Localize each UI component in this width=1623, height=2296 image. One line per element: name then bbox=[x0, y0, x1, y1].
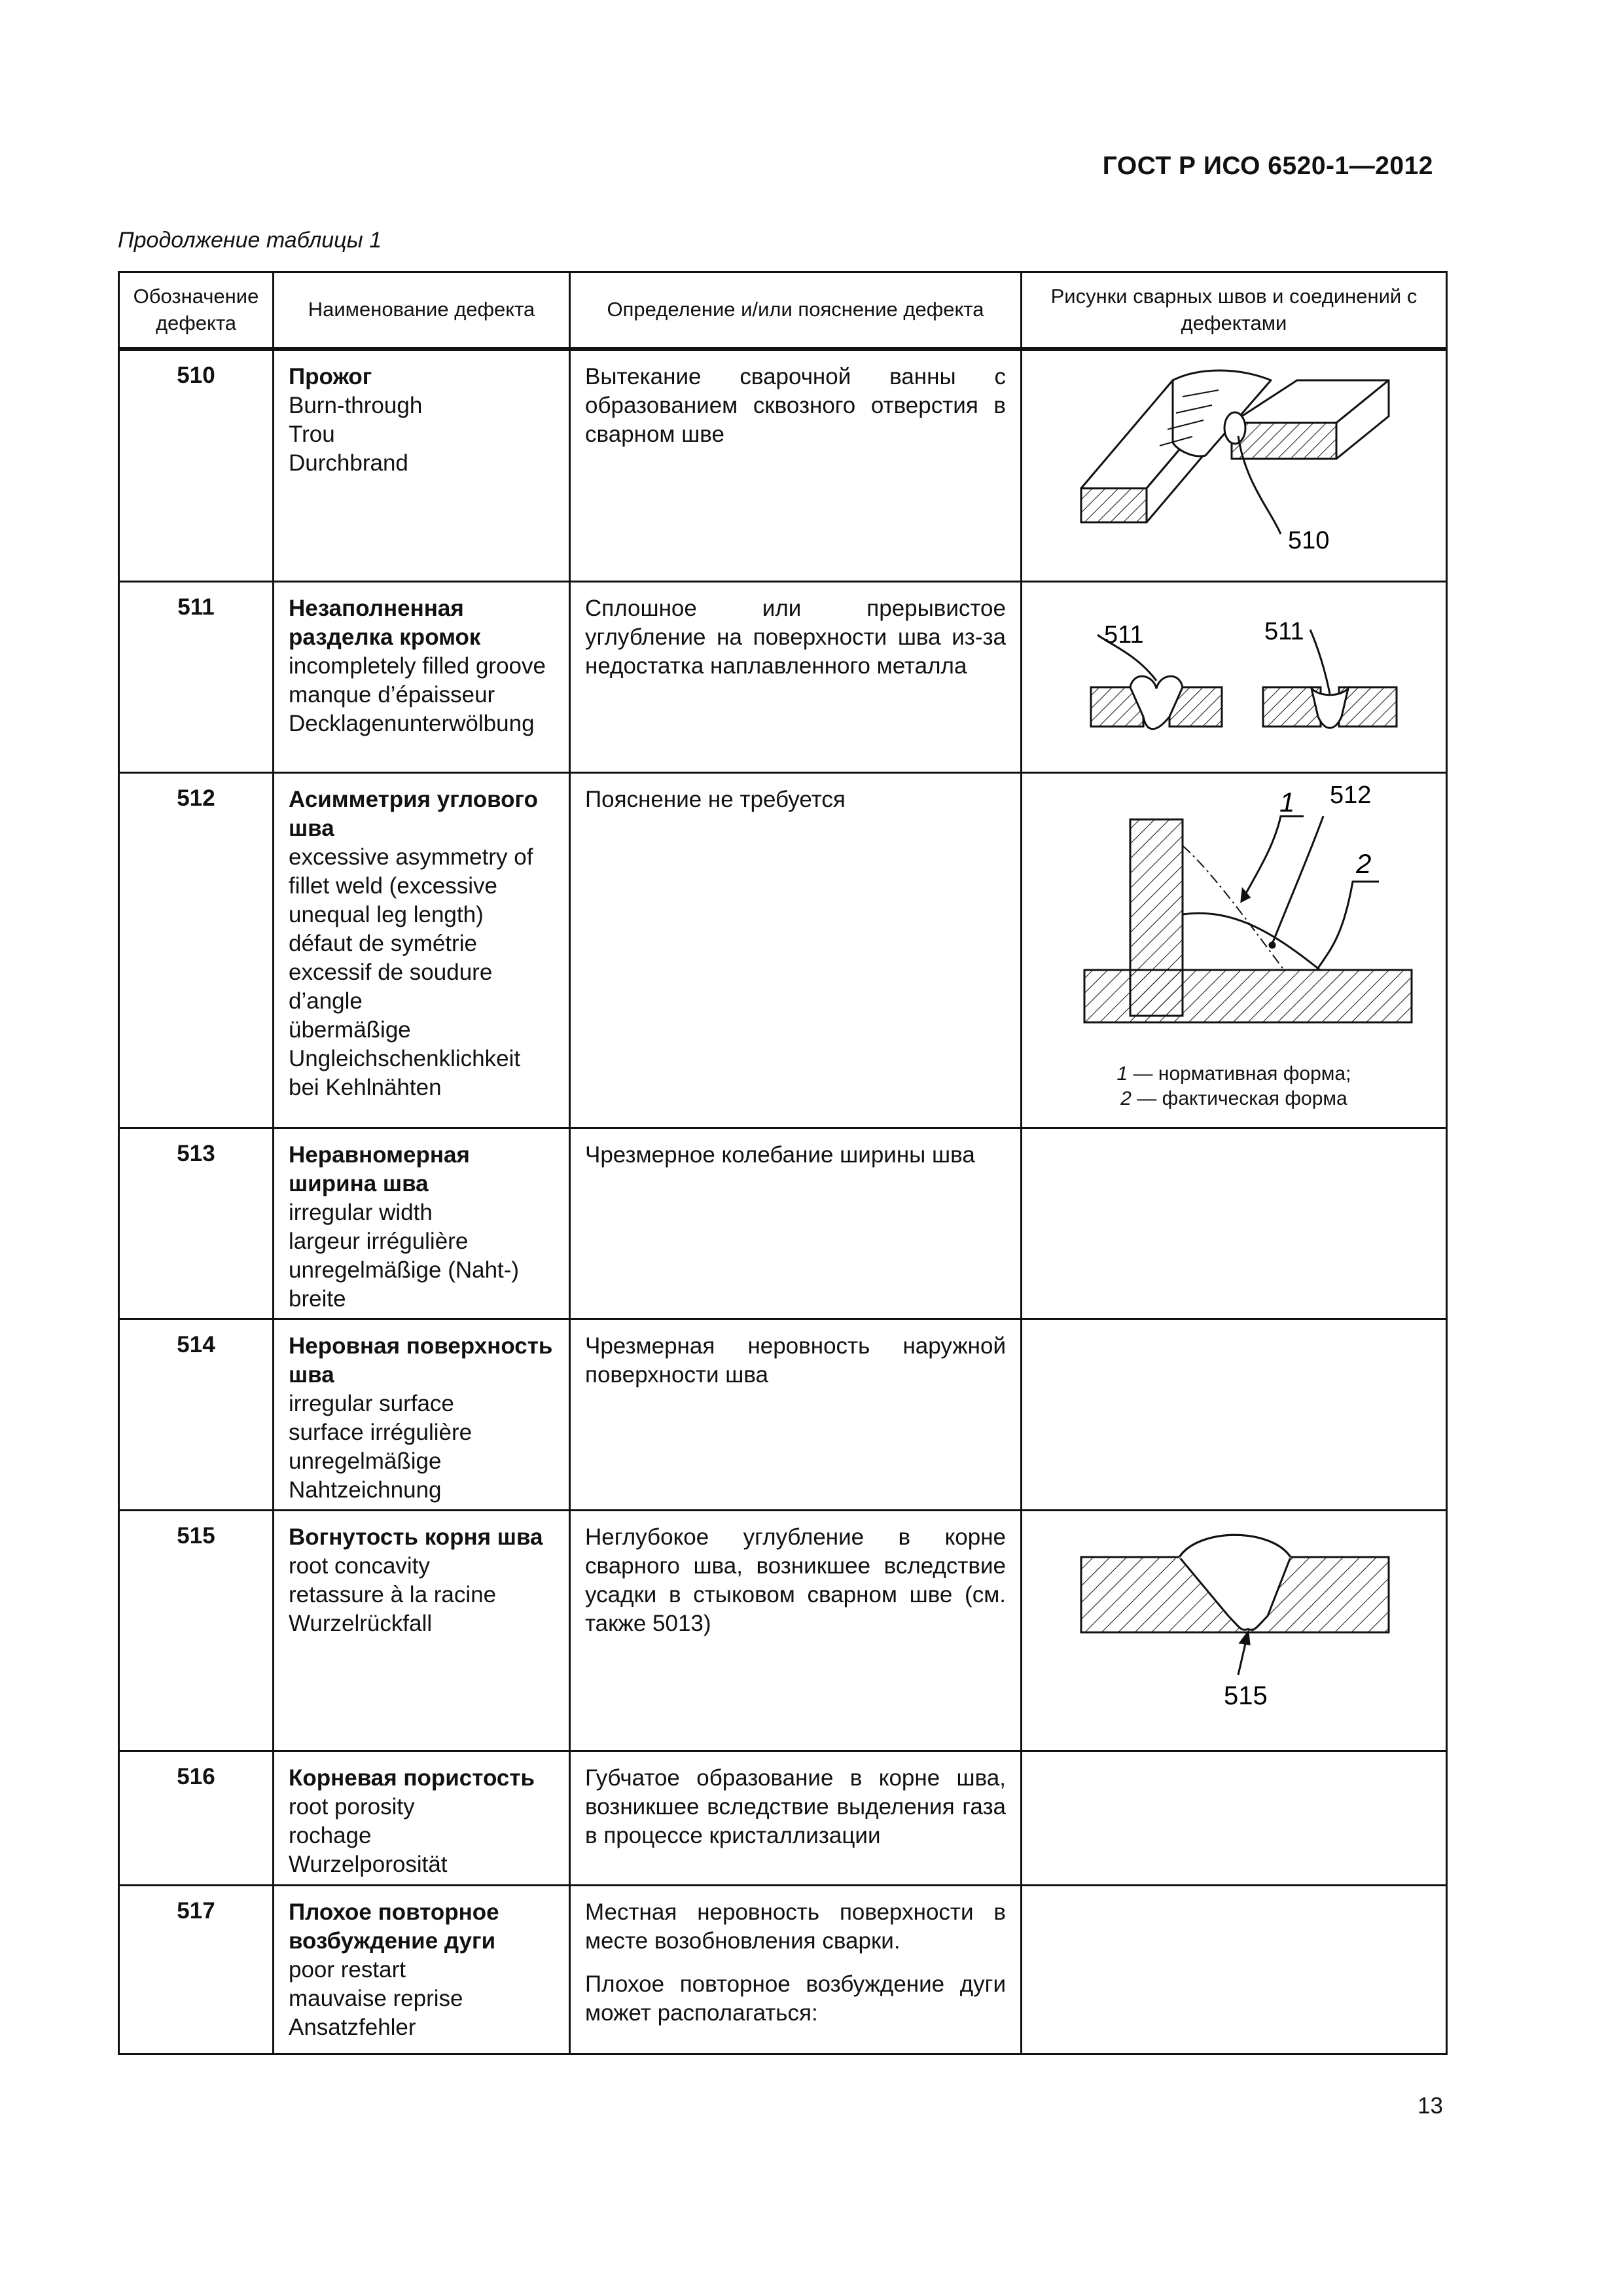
defect-name bbox=[274, 350, 570, 582]
defects-table bbox=[118, 271, 1448, 2055]
column-header-code: Обозначение дефекта bbox=[119, 272, 274, 348]
defect-code: 510 bbox=[119, 350, 274, 582]
defect-figure-empty bbox=[1022, 1128, 1447, 1319]
figure-label: 511 bbox=[1104, 621, 1144, 649]
defect-name-fr: manque d’épaisseur bbox=[289, 682, 495, 708]
defect-name bbox=[274, 773, 570, 1128]
defect-name-en: Burn-through bbox=[289, 393, 423, 418]
caption-text: — фактическая форма bbox=[1131, 1088, 1347, 1109]
defect-code: 517 bbox=[119, 1886, 274, 2054]
defect-name-fr: rochage bbox=[289, 1823, 372, 1848]
column-header-figures: Рисунки сварных швов и соединений с дефектами bbox=[1022, 272, 1447, 348]
defect-name-de: Wurzelrückfall bbox=[289, 1611, 433, 1636]
defect-name-en: incompletely filled groove bbox=[289, 653, 546, 679]
figure-label: 510 bbox=[1288, 527, 1330, 554]
defect-name bbox=[274, 1511, 570, 1751]
figure-label: 1 bbox=[1279, 787, 1295, 817]
definition-text: Местная неровность поверхности в месте возобновления сварки. bbox=[585, 1899, 1006, 1954]
caption-text: — нормативная форма; bbox=[1128, 1063, 1351, 1085]
definition-text: Плохое повторное возбуждение дуги может располагаться: bbox=[585, 1971, 1006, 2026]
table-row bbox=[119, 1128, 1447, 1319]
standard-designation: ГОСТ Р ИСО 6520-1—2012 bbox=[1102, 152, 1433, 180]
defect-name-fr: largeur irrégulière bbox=[289, 1229, 469, 1254]
defect-definition bbox=[570, 1886, 1022, 2054]
defect-name-fr: retassure à la racine bbox=[289, 1582, 497, 1607]
defect-name-ru: Прожог bbox=[289, 364, 372, 389]
defect-name-de: übermäßige Ungleichschenklichkeit bei Kehlnähten bbox=[289, 1017, 521, 1100]
defect-definition bbox=[570, 1319, 1022, 1511]
defect-code: 514 bbox=[119, 1319, 274, 1511]
defect-figure-empty bbox=[1022, 1751, 1447, 1886]
defect-figure-515 bbox=[1022, 1511, 1447, 1751]
defect-definition bbox=[570, 1128, 1022, 1319]
defect-name-ru: Плохое повторное возбуждение дуги bbox=[289, 1899, 499, 1954]
defect-name-ru: Неровная поверхность шва bbox=[289, 1333, 553, 1388]
defect-figure-510 bbox=[1022, 350, 1447, 582]
defect-name-en: irregular width bbox=[289, 1200, 433, 1225]
definition-text: Чрезмерная неровность наружной поверхности шва bbox=[585, 1333, 1006, 1388]
defect-code: 515 bbox=[119, 1511, 274, 1751]
defect-name-ru: Корневая пористость bbox=[289, 1765, 535, 1791]
table-row bbox=[119, 1319, 1447, 1511]
defect-code: 511 bbox=[119, 582, 274, 773]
defect-code: 516 bbox=[119, 1751, 274, 1886]
defect-name-en: poor restart bbox=[289, 1957, 406, 1982]
defect-name-en: root concavity bbox=[289, 1553, 430, 1579]
definition-text: Пояснение не требуется bbox=[585, 787, 846, 812]
defect-name-de: Wurzelporosität bbox=[289, 1852, 448, 1877]
column-header-name: Наименование дефекта bbox=[274, 272, 570, 348]
table-row bbox=[119, 582, 1447, 773]
table-row bbox=[119, 350, 1447, 582]
defect-name-fr: mauvaise reprise bbox=[289, 1986, 463, 2011]
fillet-asymmetry-illustration bbox=[1022, 774, 1448, 1062]
defect-name-de: Durchbrand bbox=[289, 450, 408, 476]
defect-name-ru: Неравномерная ширина шва bbox=[289, 1142, 470, 1196]
defect-name-fr: défaut de symétrie excessif de soudure d’angle bbox=[289, 931, 493, 1014]
figure-label: 515 bbox=[1224, 1681, 1268, 1710]
definition-text: Неглубокое углубление в корне сварного шва, возникшее вследствие усадки в стыковом сварном шве (см. также 5013) bbox=[585, 1524, 1006, 1636]
defect-figure-511 bbox=[1022, 582, 1447, 773]
defect-name-de: unregelmäßige Nahtzeichnung bbox=[289, 1448, 442, 1503]
caption-number: 2 bbox=[1120, 1088, 1132, 1109]
defect-definition bbox=[570, 1511, 1022, 1751]
definition-text: Губчатое образование в корне шва, возникшее вследствие выделения газа в процессе кристаллизации bbox=[585, 1765, 1006, 1848]
defect-definition bbox=[570, 773, 1022, 1128]
defect-name-fr: Trou bbox=[289, 422, 335, 447]
definition-text: Вытекание сварочной ванны с образованием сквозного отверстия в сварном шве bbox=[585, 364, 1006, 447]
defect-name-ru: Незаполненная разделка кромок bbox=[289, 596, 481, 650]
figure-label: 512 bbox=[1330, 781, 1372, 809]
figure-label: 511 bbox=[1264, 618, 1304, 645]
defect-name bbox=[274, 1128, 570, 1319]
defect-name-en: excessive asymmetry of fillet weld (excessive unequal leg length) bbox=[289, 844, 533, 927]
root-concavity-illustration bbox=[1022, 1511, 1448, 1752]
table-row bbox=[119, 1886, 1447, 2054]
defect-name-ru: Вогнутость корня шва bbox=[289, 1524, 543, 1550]
figure-label: 2 bbox=[1356, 848, 1372, 879]
defect-figure-512 bbox=[1022, 773, 1447, 1128]
defect-definition bbox=[570, 582, 1022, 773]
table-row bbox=[119, 1511, 1447, 1751]
defect-name bbox=[274, 1751, 570, 1886]
definition-text: Сплошное или прерывистое углубление на поверхности шва из-за недостатка наплавленного металла bbox=[585, 596, 1006, 679]
defect-name bbox=[274, 582, 570, 773]
defect-name bbox=[274, 1886, 570, 2054]
page-number: 13 bbox=[1418, 2093, 1443, 2119]
defect-code: 512 bbox=[119, 773, 274, 1128]
defect-name-en: root porosity bbox=[289, 1794, 415, 1820]
table-continuation-label: Продолжение таблицы 1 bbox=[118, 228, 382, 253]
burn-through-illustration bbox=[1022, 351, 1448, 583]
figure-caption bbox=[1022, 1062, 1446, 1111]
defect-name-de: Ansatzfehler bbox=[289, 2015, 416, 2040]
defect-name-fr: surface irrégulière bbox=[289, 1420, 473, 1445]
column-header-definition: Определение и/или пояснение дефекта bbox=[570, 272, 1022, 348]
defect-definition bbox=[570, 350, 1022, 582]
incompletely-filled-groove-illustration bbox=[1022, 583, 1448, 774]
definition-text: Чрезмерное колебание ширины шва bbox=[585, 1142, 975, 1168]
defect-code: 513 bbox=[119, 1128, 274, 1319]
defect-figure-empty bbox=[1022, 1319, 1447, 1511]
defect-definition bbox=[570, 1751, 1022, 1886]
defect-figure-empty bbox=[1022, 1886, 1447, 2054]
defect-name-ru: Асимметрия углового шва bbox=[289, 787, 539, 841]
defect-name-en: irregular surface bbox=[289, 1391, 454, 1416]
table-header-row bbox=[119, 272, 1447, 348]
defect-name-de: unregelmäßige (Naht-) breite bbox=[289, 1257, 520, 1312]
table-row bbox=[119, 1751, 1447, 1886]
caption-number: 1 bbox=[1116, 1063, 1128, 1085]
defect-name-de: Decklagenunterwölbung bbox=[289, 711, 535, 736]
defect-name bbox=[274, 1319, 570, 1511]
table-row bbox=[119, 773, 1447, 1128]
